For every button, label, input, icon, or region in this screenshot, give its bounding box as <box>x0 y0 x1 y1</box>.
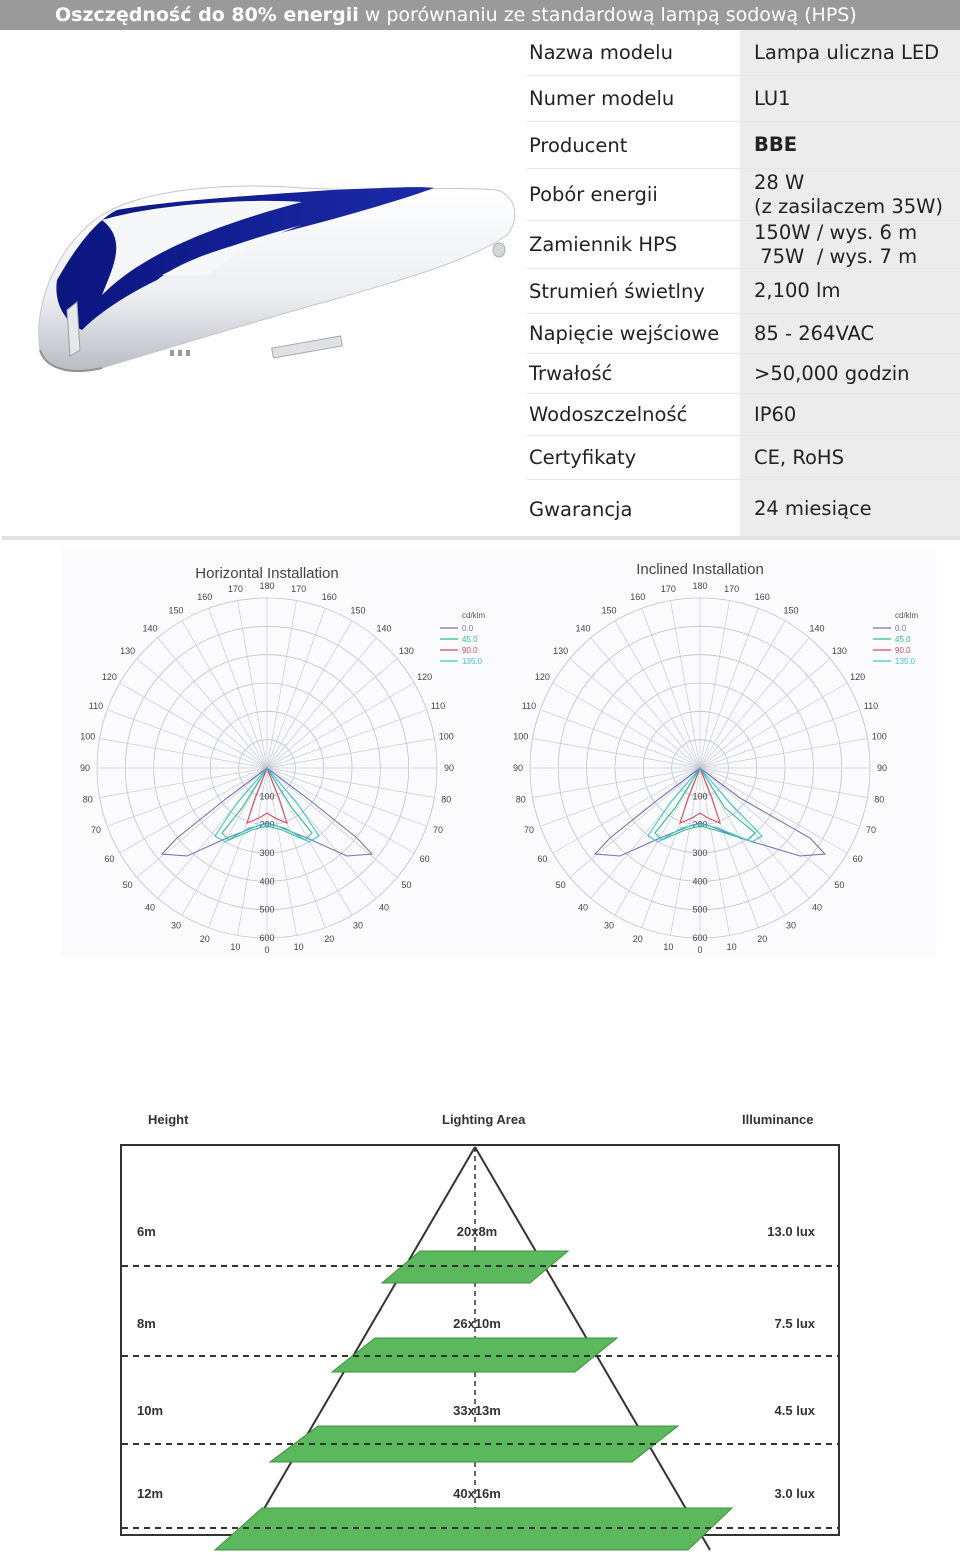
angle-label: 170 <box>291 583 307 594</box>
angle-label: 110 <box>430 700 446 711</box>
angle-label: 120 <box>850 672 866 682</box>
legend-label: 45.0 <box>895 635 911 644</box>
spec-value: 150W / wys. 6 m 75W / wys. 7 m <box>740 221 960 268</box>
angle-label: 40 <box>145 902 156 913</box>
angle-label: 50 <box>122 879 133 890</box>
spec-label: Napięcie wejściowe <box>527 314 740 353</box>
angle-label: 120 <box>101 672 117 682</box>
angle-label: 150 <box>350 605 366 616</box>
angle-label: 110 <box>88 700 104 711</box>
radial-label: 300 <box>259 848 275 858</box>
column-header-area: Lighting Area <box>442 1112 526 1127</box>
radial-label: 200 <box>259 819 275 830</box>
legend-label: 90.0 <box>462 646 478 655</box>
spec-label: Producent <box>527 122 740 168</box>
polar-chart <box>513 561 918 955</box>
angle-label: 130 <box>120 646 136 657</box>
angle-label: 140 <box>142 623 158 634</box>
spec-label: Nazwa modelu <box>527 30 740 75</box>
specification-table <box>527 30 960 538</box>
spec-row-model-number <box>527 76 960 122</box>
lux-label: 4.5 lux <box>774 1403 815 1418</box>
radial-label: 400 <box>692 876 708 887</box>
angle-label: 140 <box>809 623 825 634</box>
angle-label: 90 <box>876 763 888 773</box>
spec-row-hps-equivalent <box>527 221 960 269</box>
legend-title: cd/klm <box>462 611 486 620</box>
radial-label: 200 <box>692 819 708 830</box>
header-banner <box>0 0 960 30</box>
angle-label: 20 <box>199 934 210 945</box>
angle-label: 10 <box>230 942 241 953</box>
spec-value: 85 - 264VAC <box>740 314 960 353</box>
spec-value: 2,100 lm <box>740 269 960 313</box>
angle-label: 60 <box>419 854 430 864</box>
product-image <box>2 30 528 538</box>
spec-row-lifetime <box>527 354 960 394</box>
angle-label: 100 <box>871 731 887 742</box>
column-header-illuminance: Illuminance <box>742 1112 814 1127</box>
angle-label: 40 <box>578 902 589 913</box>
angle-label: 100 <box>513 731 529 742</box>
angle-label: 100 <box>438 731 454 742</box>
spec-row-luminous-flux <box>527 269 960 314</box>
chart-title: Inclined Installation <box>636 561 764 578</box>
lux-label: 3.0 lux <box>774 1486 815 1501</box>
angle-label: 0 <box>264 945 270 955</box>
radial-label: 400 <box>259 876 275 887</box>
angle-label: 50 <box>555 879 566 890</box>
area-label: 33x13m <box>453 1403 501 1418</box>
spec-value: Lampa uliczna LED <box>740 30 960 75</box>
angle-label: 150 <box>783 605 799 616</box>
radial-label: 300 <box>692 848 708 858</box>
spec-label: Numer modelu <box>527 76 740 121</box>
lux-label: 13.0 lux <box>767 1224 815 1239</box>
spec-label: Wodoszczelność <box>527 394 740 435</box>
column-header-height: Height <box>148 1112 189 1127</box>
angle-label: 180 <box>259 581 275 591</box>
angle-label: 130 <box>553 646 569 657</box>
height-label: 8m <box>137 1316 156 1331</box>
legend-label: 135.0 <box>462 657 483 666</box>
angle-label: 20 <box>324 934 335 945</box>
angle-label: 40 <box>378 902 389 913</box>
angle-label: 90 <box>512 763 524 773</box>
radial-label: 100 <box>259 791 275 802</box>
angle-label: 30 <box>170 920 182 931</box>
angle-label: 160 <box>321 591 337 602</box>
angle-label: 130 <box>831 646 847 657</box>
angle-label: 30 <box>603 920 615 931</box>
spec-label: Zamiennik HPS <box>527 221 740 268</box>
spec-row-waterproof <box>527 394 960 436</box>
angle-label: 140 <box>376 623 392 634</box>
lighting-area-diagram <box>120 1110 840 1560</box>
angle-label: 50 <box>834 879 845 890</box>
angle-label: 110 <box>863 700 879 711</box>
legend-label: 90.0 <box>895 646 911 655</box>
angle-label: 60 <box>852 854 863 864</box>
angle-label: 120 <box>417 672 433 682</box>
divider <box>2 536 960 540</box>
height-label: 12m <box>137 1486 164 1501</box>
angle-label: 0 <box>697 945 703 955</box>
spec-value: CE, RoHS <box>740 436 960 479</box>
angle-label: 160 <box>754 591 770 602</box>
angle-label: 60 <box>537 854 548 864</box>
radial-label: 500 <box>692 904 708 915</box>
angle-label: 110 <box>521 700 537 711</box>
angle-label: 80 <box>441 794 452 805</box>
street-lamp-illustration <box>2 30 527 410</box>
light-distribution-charts <box>62 548 936 958</box>
height-label: 10m <box>137 1403 164 1418</box>
angle-label: 160 <box>197 591 213 602</box>
radial-label: 500 <box>259 904 275 915</box>
angle-label: 80 <box>874 794 885 805</box>
spec-label: Pobór energii <box>527 169 740 220</box>
lux-label: 7.5 lux <box>774 1316 815 1331</box>
spec-value: LU1 <box>740 76 960 121</box>
angle-label: 10 <box>293 942 304 953</box>
radial-label: 100 <box>692 791 708 802</box>
area-label: 40x16m <box>453 1486 501 1501</box>
angle-label: 160 <box>630 591 646 602</box>
lighting-area-svg <box>120 1110 840 1560</box>
spec-row-certificates <box>527 436 960 480</box>
intensity-curve <box>595 768 825 856</box>
spec-row-warranty <box>527 480 960 538</box>
spec-label: Certyfikaty <box>527 436 740 479</box>
polar-chart <box>80 565 485 955</box>
polar-charts-svg <box>62 548 936 958</box>
height-label: 6m <box>137 1224 156 1239</box>
angle-label: 170 <box>227 583 243 594</box>
angle-label: 90 <box>443 763 455 773</box>
angle-label: 80 <box>515 794 526 805</box>
angle-label: 30 <box>352 920 364 931</box>
spec-row-input-voltage <box>527 314 960 354</box>
spec-value: 24 miesiące <box>740 480 960 538</box>
area-label: 26x10m <box>453 1316 501 1331</box>
angle-label: 130 <box>398 646 414 657</box>
angle-label: 80 <box>82 794 93 805</box>
angle-label: 150 <box>601 605 617 616</box>
spec-row-producer <box>527 122 960 169</box>
angle-label: 40 <box>811 902 822 913</box>
legend-label: 135.0 <box>895 657 916 666</box>
spec-value: IP60 <box>740 394 960 435</box>
angle-label: 70 <box>523 825 534 836</box>
area-label: 20x8m <box>456 1224 498 1239</box>
spec-label: Strumień świetlny <box>527 269 740 313</box>
spec-value: >50,000 godzin <box>740 354 960 393</box>
header-highlight: Oszczędność do 80% energii <box>55 4 359 26</box>
angle-label: 60 <box>104 854 115 864</box>
angle-label: 120 <box>534 672 550 682</box>
angle-label: 70 <box>866 825 877 836</box>
spec-label: Trwałość <box>527 354 740 393</box>
spec-row-power <box>527 169 960 221</box>
legend-title: cd/klm <box>895 611 919 620</box>
angle-label: 180 <box>692 581 708 591</box>
legend-label: 45.0 <box>462 635 478 644</box>
radial-label: 600 <box>259 933 275 943</box>
angle-label: 170 <box>724 583 740 594</box>
angle-label: 20 <box>632 934 643 945</box>
angle-label: 100 <box>80 731 96 742</box>
angle-label: 70 <box>433 825 444 836</box>
radial-label: 600 <box>692 933 708 943</box>
angle-label: 70 <box>90 825 101 836</box>
angle-label: 90 <box>79 763 91 773</box>
spec-value: BBE <box>740 122 960 168</box>
spec-row-model-name <box>527 30 960 76</box>
chart-title: Horizontal Installation <box>195 565 339 582</box>
angle-label: 30 <box>785 920 797 931</box>
angle-label: 170 <box>660 583 676 594</box>
spec-label: Gwarancja <box>527 480 740 538</box>
angle-label: 140 <box>575 623 591 634</box>
spec-value: 28 W (z zasilaczem 35W) <box>740 169 960 220</box>
angle-label: 50 <box>401 879 412 890</box>
angle-label: 20 <box>757 934 768 945</box>
angle-label: 10 <box>663 942 674 953</box>
angle-label: 10 <box>726 942 737 953</box>
legend-label: 0.0 <box>462 624 474 633</box>
header-text: w porównaniu ze standardową lampą sodową (HPS) <box>358 4 857 26</box>
angle-label: 150 <box>168 605 184 616</box>
legend-label: 0.0 <box>895 624 907 633</box>
